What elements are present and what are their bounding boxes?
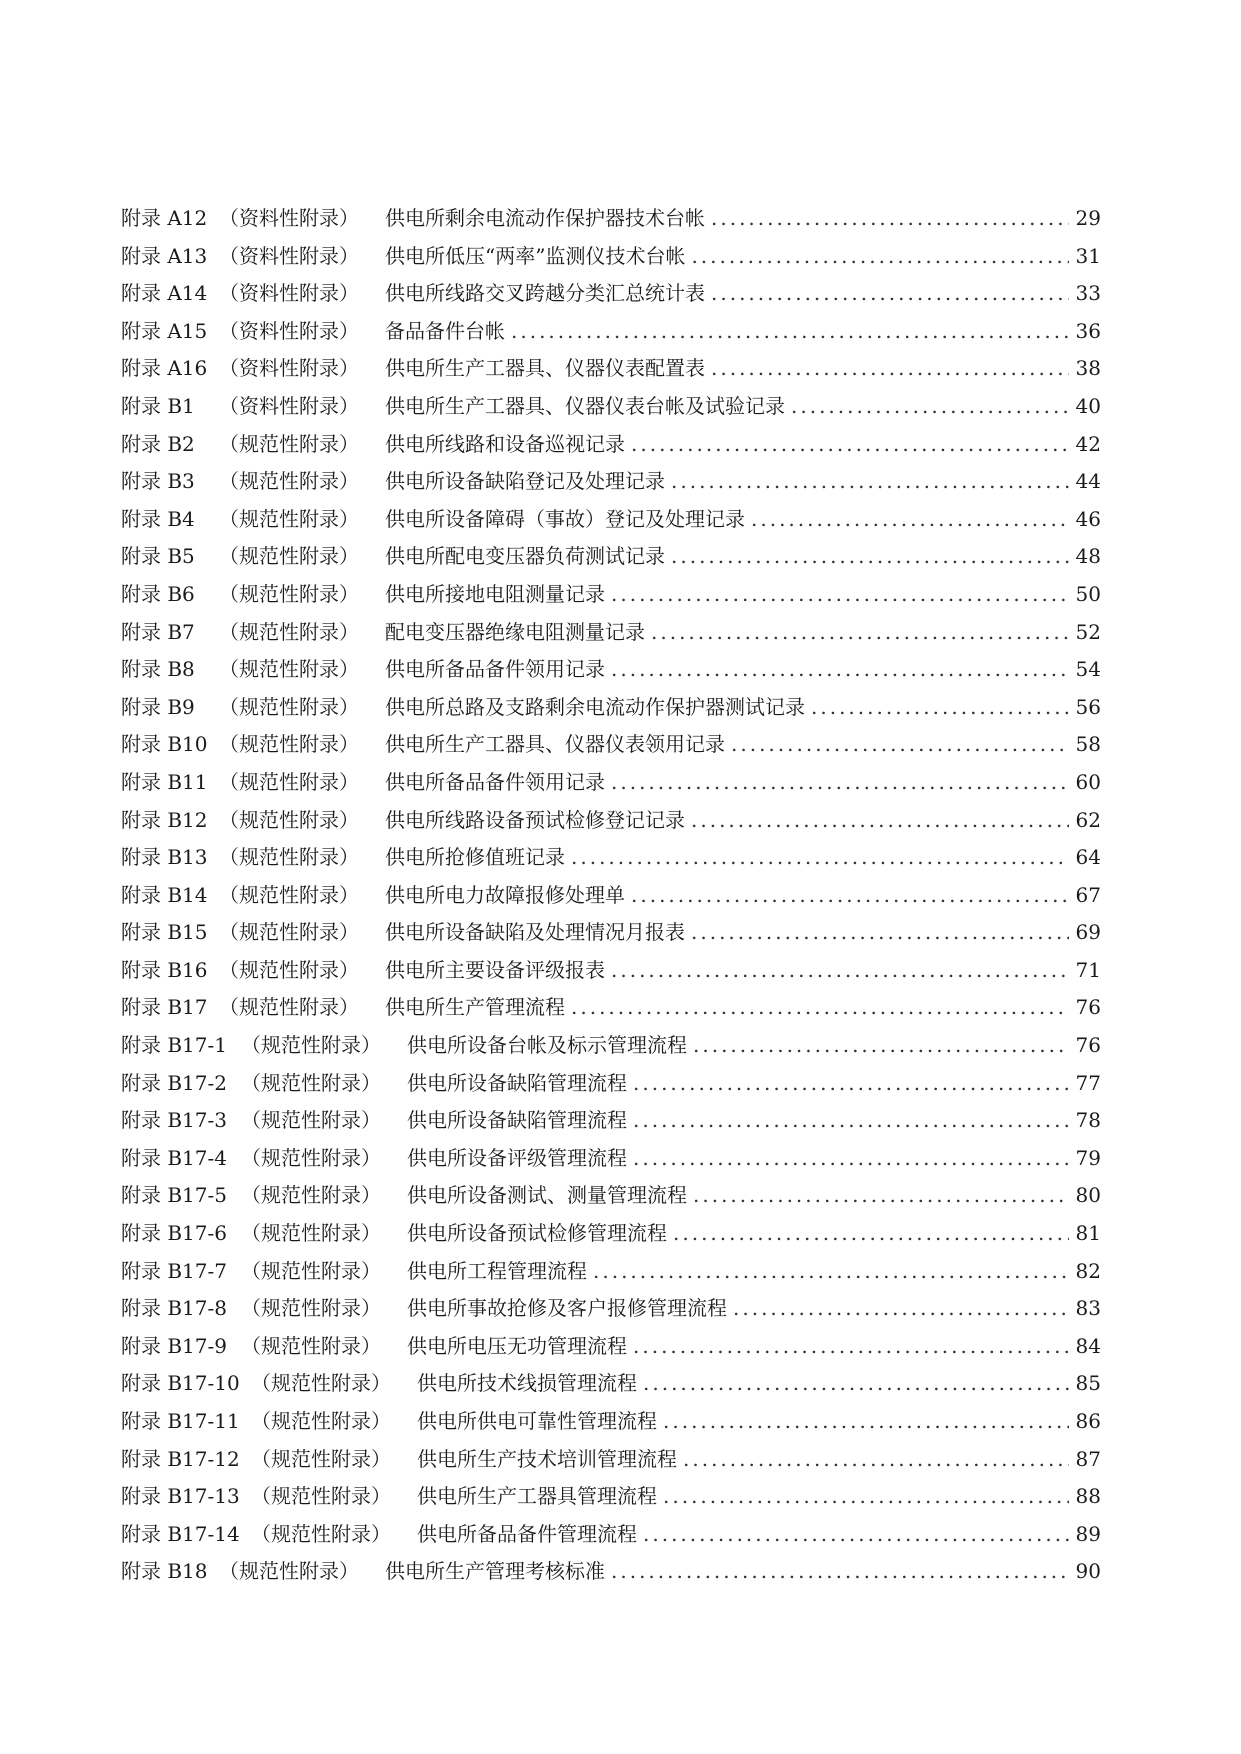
toc-entry-type: （规范性附录） bbox=[251, 1484, 391, 1509]
toc-entry-page: 86 bbox=[1075, 1409, 1101, 1433]
toc-entry-page: 82 bbox=[1075, 1258, 1101, 1283]
toc-entry[interactable] bbox=[121, 689, 1101, 727]
toc-entry-number: 附录 B1 bbox=[121, 393, 195, 418]
toc-entry[interactable] bbox=[121, 200, 1101, 238]
toc-leader-dots bbox=[691, 802, 1069, 840]
toc-entry[interactable] bbox=[121, 989, 1101, 1027]
toc-entry-title: 供电所设备评级管理流程 bbox=[407, 1145, 627, 1170]
toc-entry[interactable] bbox=[121, 313, 1101, 351]
toc-entry-page: 89 bbox=[1075, 1521, 1101, 1546]
toc-entry-page: 76 bbox=[1075, 995, 1101, 1020]
toc-entry-type: （资料性附录） bbox=[219, 206, 359, 230]
toc-entry[interactable] bbox=[121, 1516, 1101, 1554]
toc-entry[interactable] bbox=[121, 764, 1101, 802]
toc-entry-title: 供电所接地电阻测量记录 bbox=[385, 581, 605, 606]
toc-entry[interactable] bbox=[121, 1403, 1101, 1441]
toc-leader-dots bbox=[671, 538, 1069, 576]
toc-entry-number: 附录 B9 bbox=[121, 694, 195, 719]
toc-entry-title: 供电所备品备件领用记录 bbox=[385, 657, 605, 682]
toc-leader-dots bbox=[571, 839, 1069, 877]
toc-entry[interactable] bbox=[121, 651, 1101, 689]
toc-entry-type: （规范性附录） bbox=[241, 1145, 381, 1170]
toc-leader-dots bbox=[611, 651, 1069, 689]
toc-entry[interactable] bbox=[121, 614, 1101, 652]
toc-entry-number: 附录 B18 bbox=[121, 1559, 208, 1584]
toc-entry-page: 69 bbox=[1075, 920, 1101, 945]
toc-entry-type: （规范性附录） bbox=[251, 1446, 391, 1471]
toc-entry[interactable] bbox=[121, 1065, 1101, 1103]
toc-entry-number: 附录 A16 bbox=[121, 356, 208, 381]
toc-entry-number: 附录 B17-1 bbox=[121, 1033, 227, 1058]
toc-entry[interactable] bbox=[121, 1290, 1101, 1328]
toc-entry-number: 附录 B17-5 bbox=[121, 1183, 227, 1208]
toc-entry-page: 80 bbox=[1075, 1183, 1101, 1208]
toc-entry-title: 供电所备品备件管理流程 bbox=[417, 1521, 637, 1546]
toc-entry-number: 附录 B13 bbox=[121, 845, 208, 870]
toc-entry-title: 供电所供电可靠性管理流程 bbox=[417, 1409, 657, 1433]
toc-entry-page: 50 bbox=[1075, 581, 1101, 606]
toc-entry-number: 附录 B10 bbox=[121, 732, 208, 757]
toc-entry-type: （规范性附录） bbox=[241, 1108, 381, 1133]
toc-entry-type: （资料性附录） bbox=[219, 243, 359, 268]
toc-entry[interactable] bbox=[121, 1553, 1101, 1591]
toc-entry-type: （规范性附录） bbox=[251, 1409, 391, 1433]
toc-entry-type: （规范性附录） bbox=[219, 657, 359, 682]
toc-entry-title: 供电所配电变压器负荷测试记录 bbox=[385, 544, 665, 569]
toc-entry-title: 供电所设备缺陷登记及处理记录 bbox=[385, 469, 665, 494]
toc-leader-dots bbox=[651, 614, 1069, 652]
toc-entry-page: 48 bbox=[1075, 544, 1101, 569]
toc-entry[interactable] bbox=[121, 576, 1101, 614]
toc-entry-number: 附录 B17-6 bbox=[121, 1221, 227, 1246]
toc-leader-dots bbox=[663, 1478, 1069, 1516]
toc-entry-type: （规范性附录） bbox=[219, 1559, 359, 1584]
toc-leader-dots bbox=[611, 764, 1069, 802]
toc-leader-dots bbox=[683, 1441, 1069, 1479]
toc-entry-title: 供电所生产工器具、仪器仪表配置表 bbox=[385, 356, 705, 381]
toc-leader-dots bbox=[611, 576, 1069, 614]
toc-entry-title: 供电所生产工器具、仪器仪表领用记录 bbox=[385, 732, 725, 757]
toc-entry-page: 90 bbox=[1075, 1559, 1101, 1584]
toc-entry-number: 附录 B4 bbox=[121, 506, 195, 531]
toc-entry-page: 56 bbox=[1075, 694, 1101, 719]
toc-leader-dots bbox=[691, 914, 1069, 952]
toc-entry-title: 供电所设备预试检修管理流程 bbox=[407, 1221, 667, 1246]
toc-entry-number: 附录 B17-11 bbox=[121, 1409, 240, 1433]
toc-entry-title: 供电所线路交叉跨越分类汇总统计表 bbox=[385, 281, 705, 306]
toc-entry-number: 附录 B17 bbox=[121, 995, 208, 1020]
toc-entry-page: 54 bbox=[1075, 657, 1101, 682]
toc-entry[interactable] bbox=[121, 501, 1101, 539]
toc-entry-title: 供电所生产技术培训管理流程 bbox=[417, 1446, 677, 1471]
toc-entry-number: 附录 B6 bbox=[121, 581, 195, 606]
toc-entry[interactable] bbox=[121, 1140, 1101, 1178]
toc-entry-title: 供电所技术线损管理流程 bbox=[417, 1371, 637, 1396]
toc-entry-number: 附录 B15 bbox=[121, 920, 208, 945]
toc-entry-type: （规范性附录） bbox=[241, 1221, 381, 1246]
toc-entry-number: 附录 B17-12 bbox=[121, 1446, 240, 1471]
toc-entry-number: 附录 B14 bbox=[121, 882, 208, 907]
toc-leader-dots bbox=[711, 275, 1069, 313]
toc-entry[interactable] bbox=[121, 1441, 1101, 1479]
toc-leader-dots bbox=[633, 1328, 1069, 1366]
toc-entry-type: （规范性附录） bbox=[241, 1183, 381, 1208]
toc-entry-type: （资料性附录） bbox=[219, 393, 359, 418]
toc-entry-number: 附录 B17-4 bbox=[121, 1145, 227, 1170]
toc-entry-type: （规范性附录） bbox=[219, 845, 359, 870]
toc-entry-type: （规范性附录） bbox=[219, 769, 359, 794]
toc-entry-type: （资料性附录） bbox=[219, 281, 359, 306]
toc-entry-title: 供电所电力故障报修处理单 bbox=[385, 882, 625, 907]
toc-entry-page: 64 bbox=[1075, 845, 1101, 870]
toc-entry-number: 附录 B7 bbox=[121, 619, 195, 644]
toc-entry-title: 供电所设备缺陷管理流程 bbox=[407, 1108, 627, 1133]
toc-entry-title: 供电所设备障碍（事故）登记及处理记录 bbox=[385, 506, 745, 531]
toc-entry-number: 附录 B17-10 bbox=[121, 1371, 240, 1396]
toc-leader-dots bbox=[633, 1102, 1069, 1140]
toc-entry-page: 87 bbox=[1075, 1446, 1101, 1471]
toc-entry-type: （资料性附录） bbox=[219, 356, 359, 381]
toc-entry[interactable] bbox=[121, 952, 1101, 990]
toc-leader-dots bbox=[811, 689, 1069, 727]
toc-entry-page: 67 bbox=[1075, 882, 1101, 907]
toc-entry-page: 83 bbox=[1075, 1296, 1101, 1321]
toc-entry-number: 附录 B17-13 bbox=[121, 1484, 240, 1509]
toc-leader-dots bbox=[671, 463, 1069, 501]
toc-leader-dots bbox=[643, 1365, 1069, 1403]
toc-entry-title: 供电所生产管理流程 bbox=[385, 995, 565, 1020]
toc-entry-type: （资料性附录） bbox=[219, 318, 359, 343]
toc-entry-title: 供电所抢修值班记录 bbox=[385, 845, 565, 870]
toc-entry[interactable] bbox=[121, 388, 1101, 426]
toc-entry-number: 附录 B17-7 bbox=[121, 1258, 227, 1283]
toc-entry-type: （规范性附录） bbox=[219, 619, 359, 644]
toc-leader-dots bbox=[611, 952, 1069, 990]
toc-entry-type: （规范性附录） bbox=[219, 694, 359, 719]
toc-entry-type: （规范性附录） bbox=[241, 1296, 381, 1321]
toc-entry-type: （规范性附录） bbox=[219, 920, 359, 945]
toc-entry-type: （规范性附录） bbox=[241, 1033, 381, 1058]
toc-entry-title: 备品备件台帐 bbox=[385, 318, 505, 343]
toc-entry-number: 附录 B11 bbox=[121, 769, 208, 794]
toc-entry-title: 供电所生产工器具管理流程 bbox=[417, 1484, 657, 1509]
toc-entry[interactable] bbox=[121, 275, 1101, 313]
toc-entry-type: （规范性附录） bbox=[219, 995, 359, 1020]
toc-entry-page: 71 bbox=[1075, 957, 1101, 982]
toc-leader-dots bbox=[633, 1065, 1069, 1103]
toc-entry[interactable] bbox=[121, 914, 1101, 952]
toc-entry-title: 供电所电压无功管理流程 bbox=[407, 1333, 627, 1358]
toc-entry-page: 42 bbox=[1075, 431, 1101, 456]
toc-leader-dots bbox=[633, 1140, 1069, 1178]
toc-leader-dots bbox=[751, 501, 1069, 539]
toc-entry-title: 供电所工程管理流程 bbox=[407, 1258, 587, 1283]
toc-entry-page: 78 bbox=[1075, 1108, 1101, 1133]
toc-entry[interactable] bbox=[121, 1027, 1101, 1065]
toc-entry-number: 附录 B17-14 bbox=[121, 1521, 240, 1546]
toc-entry-number: 附录 B17-8 bbox=[121, 1296, 227, 1321]
toc-entry-title: 配电变压器绝缘电阻测量记录 bbox=[385, 619, 645, 644]
toc-entry-number: 附录 B2 bbox=[121, 431, 195, 456]
toc-entry-number: 附录 B17-9 bbox=[121, 1333, 227, 1358]
toc-entry-title: 供电所总路及支路剩余电流动作保护器测试记录 bbox=[385, 694, 805, 719]
toc-leader-dots bbox=[693, 1177, 1069, 1215]
toc-entry-number: 附录 B17-2 bbox=[121, 1070, 227, 1095]
toc-entry-page: 85 bbox=[1075, 1371, 1101, 1396]
toc-entry[interactable] bbox=[121, 877, 1101, 915]
toc-entry-title: 供电所线路和设备巡视记录 bbox=[385, 431, 625, 456]
toc-entry-title: 供电所线路设备预试检修登记记录 bbox=[385, 807, 685, 832]
toc-leader-dots bbox=[693, 1027, 1069, 1065]
toc-entry-number: 附录 B5 bbox=[121, 544, 195, 569]
toc-entry-type: （规范性附录） bbox=[219, 469, 359, 494]
toc-entry-page: 31 bbox=[1075, 243, 1101, 268]
toc-leader-dots bbox=[643, 1516, 1069, 1554]
toc-entry-number: 附录 A12 bbox=[121, 206, 208, 230]
toc-leader-dots bbox=[511, 313, 1069, 351]
toc-entry[interactable] bbox=[121, 1253, 1101, 1291]
toc-entry-title: 供电所主要设备评级报表 bbox=[385, 957, 605, 982]
toc-entry-title: 供电所设备缺陷管理流程 bbox=[407, 1070, 627, 1095]
toc-entry-number: 附录 A13 bbox=[121, 243, 208, 268]
toc-entry-page: 36 bbox=[1075, 318, 1101, 343]
toc-entry-type: （规范性附录） bbox=[241, 1070, 381, 1095]
toc-entry-number: 附录 B16 bbox=[121, 957, 208, 982]
toc-leader-dots bbox=[691, 238, 1069, 276]
toc-entry-number: 附录 B12 bbox=[121, 807, 208, 832]
toc-entry-page: 76 bbox=[1075, 1033, 1101, 1058]
toc-entry-title: 供电所低压“两率”监测仪技术台帐 bbox=[385, 243, 686, 268]
toc-entry-title: 供电所事故抢修及客户报修管理流程 bbox=[407, 1296, 727, 1321]
toc-entry-title: 供电所剩余电流动作保护器技术台帐 bbox=[385, 206, 705, 230]
toc-entry[interactable] bbox=[121, 1328, 1101, 1366]
toc-leader-dots bbox=[731, 726, 1069, 764]
table-of-contents bbox=[121, 200, 1101, 1591]
toc-leader-dots bbox=[733, 1290, 1069, 1328]
toc-entry-page: 46 bbox=[1075, 506, 1101, 531]
toc-leader-dots bbox=[711, 350, 1069, 388]
toc-entry-type: （规范性附录） bbox=[219, 506, 359, 531]
toc-entry-type: （规范性附录） bbox=[219, 581, 359, 606]
toc-entry-title: 供电所设备缺陷及处理情况月报表 bbox=[385, 920, 685, 945]
toc-entry[interactable] bbox=[121, 350, 1101, 388]
toc-entry-page: 77 bbox=[1075, 1070, 1101, 1095]
toc-leader-dots bbox=[711, 200, 1069, 238]
toc-entry-number: 附录 A14 bbox=[121, 281, 208, 306]
toc-entry-type: （规范性附录） bbox=[241, 1333, 381, 1358]
toc-leader-dots bbox=[791, 388, 1069, 426]
toc-entry[interactable] bbox=[121, 426, 1101, 464]
toc-entry[interactable] bbox=[121, 1102, 1101, 1140]
toc-entry-page: 62 bbox=[1075, 807, 1101, 832]
toc-leader-dots bbox=[631, 877, 1069, 915]
toc-entry-number: 附录 B3 bbox=[121, 469, 195, 494]
toc-entry-page: 52 bbox=[1075, 619, 1101, 644]
toc-leader-dots bbox=[571, 989, 1069, 1027]
toc-entry-title: 供电所设备测试、测量管理流程 bbox=[407, 1183, 687, 1208]
toc-entry-page: 81 bbox=[1075, 1221, 1101, 1246]
toc-entry-page: 60 bbox=[1075, 769, 1101, 794]
toc-entry[interactable] bbox=[121, 1177, 1101, 1215]
toc-entry[interactable] bbox=[121, 1478, 1101, 1516]
toc-entry[interactable] bbox=[121, 726, 1101, 764]
toc-entry[interactable] bbox=[121, 1215, 1101, 1253]
toc-entry-page: 38 bbox=[1075, 356, 1101, 381]
toc-entry-title: 供电所设备台帐及标示管理流程 bbox=[407, 1033, 687, 1058]
toc-entry[interactable] bbox=[121, 1365, 1101, 1403]
toc-leader-dots bbox=[663, 1403, 1069, 1441]
toc-entry-type: （规范性附录） bbox=[241, 1258, 381, 1283]
toc-leader-dots bbox=[631, 426, 1069, 464]
toc-entry-page: 79 bbox=[1075, 1145, 1101, 1170]
toc-entry-type: （规范性附录） bbox=[251, 1521, 391, 1546]
toc-entry-number: 附录 A15 bbox=[121, 318, 208, 343]
toc-entry-number: 附录 B17-3 bbox=[121, 1108, 227, 1133]
toc-entry[interactable] bbox=[121, 839, 1101, 877]
toc-leader-dots bbox=[673, 1215, 1069, 1253]
toc-entry-page: 84 bbox=[1075, 1333, 1101, 1358]
toc-leader-dots bbox=[611, 1553, 1069, 1591]
toc-entry-type: （规范性附录） bbox=[251, 1371, 391, 1396]
toc-entry[interactable] bbox=[121, 802, 1101, 840]
toc-entry-page: 40 bbox=[1075, 393, 1101, 418]
toc-entry-title: 供电所生产管理考核标准 bbox=[385, 1559, 605, 1584]
toc-leader-dots bbox=[593, 1253, 1069, 1291]
toc-entry-type: （规范性附录） bbox=[219, 882, 359, 907]
toc-entry-page: 29 bbox=[1075, 206, 1101, 230]
toc-entry-type: （规范性附录） bbox=[219, 431, 359, 456]
toc-entry[interactable] bbox=[121, 238, 1101, 276]
toc-entry-title: 供电所生产工器具、仪器仪表台帐及试验记录 bbox=[385, 393, 785, 418]
toc-entry-page: 44 bbox=[1075, 469, 1101, 494]
toc-entry[interactable] bbox=[121, 463, 1101, 501]
toc-entry-type: （规范性附录） bbox=[219, 732, 359, 757]
toc-entry-type: （规范性附录） bbox=[219, 807, 359, 832]
toc-entry[interactable] bbox=[121, 538, 1101, 576]
toc-entry-title: 供电所备品备件领用记录 bbox=[385, 769, 605, 794]
toc-entry-type: （规范性附录） bbox=[219, 544, 359, 569]
toc-entry-page: 33 bbox=[1075, 281, 1101, 306]
toc-entry-number: 附录 B8 bbox=[121, 657, 195, 682]
toc-entry-page: 58 bbox=[1075, 732, 1101, 757]
toc-entry-page: 88 bbox=[1075, 1484, 1101, 1509]
toc-entry-type: （规范性附录） bbox=[219, 957, 359, 982]
